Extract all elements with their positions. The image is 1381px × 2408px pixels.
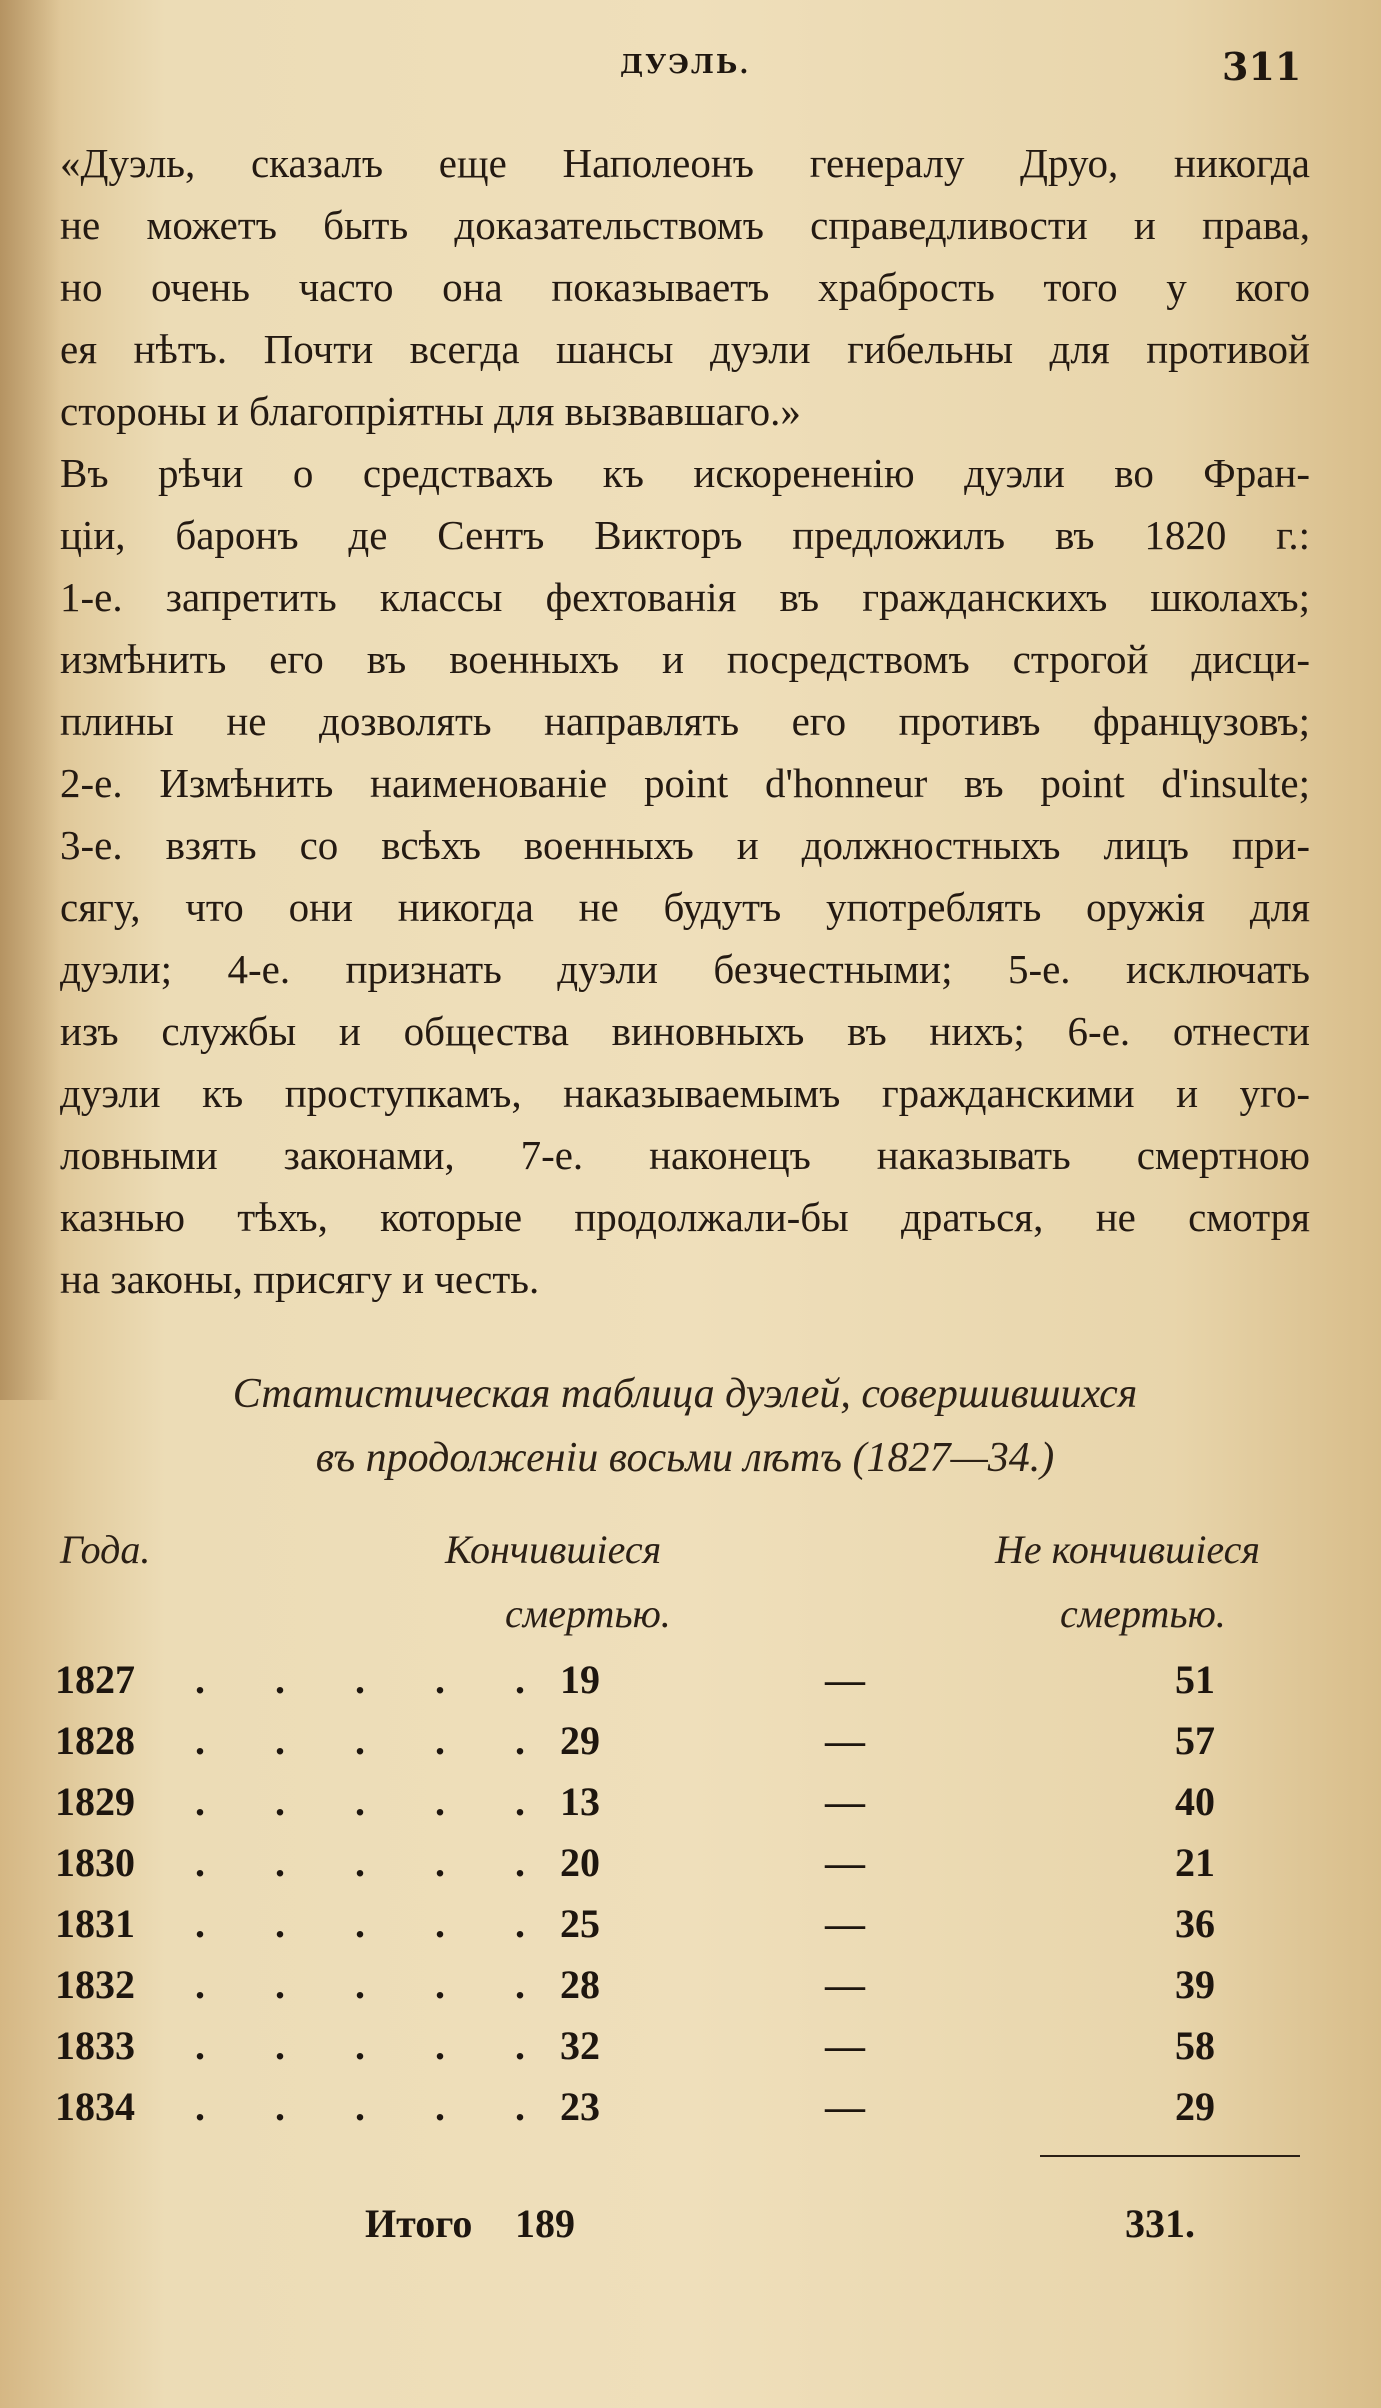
leader-dots: . . . . . bbox=[195, 1840, 555, 1885]
nonfatal-cell: 39 bbox=[1175, 1962, 1215, 2007]
text-line: ея нѣтъ. Почти всегда шансы дуэли гибельны для противой bbox=[60, 326, 1310, 372]
dash: — bbox=[825, 1840, 865, 1885]
leader-dots: . . . . . bbox=[195, 1901, 555, 1946]
fatal-cell: 20 bbox=[560, 1840, 600, 1885]
dash: — bbox=[825, 1901, 865, 1946]
year-cell: 1828 bbox=[55, 1718, 135, 1763]
column-header-nonfatal: Не кончившіеся bbox=[995, 1527, 1260, 1572]
nonfatal-cell: 36 bbox=[1175, 1901, 1215, 1946]
table-row bbox=[55, 2077, 1285, 2137]
table-row bbox=[55, 1833, 1285, 1893]
text-line: плины не дозволять направлять его противъ французовъ; bbox=[60, 698, 1310, 744]
dash: — bbox=[825, 2023, 865, 2068]
column-header-nonfatal-2: смертью. bbox=[1060, 1591, 1226, 1636]
dash: — bbox=[825, 1779, 865, 1824]
table-title-line: Статистическая таблица дуэлей, совершившихся bbox=[232, 1371, 1138, 1417]
column-header-fatal: Кончившіеся bbox=[445, 1527, 662, 1572]
text-line: сягу, что они никогда не будутъ употреблять оружія для bbox=[60, 884, 1310, 930]
text-line: на законы, присягу и честь. bbox=[60, 1256, 540, 1302]
column-header-fatal-2: смертью. bbox=[505, 1591, 671, 1636]
fatal-cell: 32 bbox=[560, 2023, 600, 2068]
total-fatal: 189 bbox=[515, 2201, 575, 2246]
text-line: стороны и благопріятны для вызвавшаго.» bbox=[60, 388, 801, 434]
nonfatal-cell: 29 bbox=[1175, 2084, 1215, 2129]
text-line: 1-е. запретить классы фехтованія въ гражданскихъ школахъ; bbox=[60, 574, 1310, 620]
table-title-line: въ продолженіи восьми лѣтъ (1827—34.) bbox=[315, 1435, 1055, 1481]
table-row bbox=[55, 1650, 1285, 1710]
nonfatal-cell: 51 bbox=[1175, 1657, 1215, 1702]
running-title: ДУЭЛЬ. bbox=[620, 50, 751, 80]
fatal-cell: 19 bbox=[560, 1657, 600, 1702]
total-label: Итого bbox=[365, 2201, 473, 2246]
leader-dots: . . . . . bbox=[195, 1962, 555, 2007]
leader-dots: . . . . . bbox=[195, 2084, 555, 2129]
fatal-cell: 13 bbox=[560, 1779, 600, 1824]
text-line: «Дуэль, сказалъ еще Наполеонъ генералу Друо, никогда bbox=[60, 140, 1310, 186]
text-line: но очень часто она показываетъ храбрость того у кого bbox=[60, 264, 1310, 310]
year-cell: 1827 bbox=[55, 1657, 135, 1702]
leader-dots: . . . . . bbox=[195, 2023, 555, 2068]
dash: — bbox=[825, 1962, 865, 2007]
dash: — bbox=[825, 1657, 865, 1702]
table-row bbox=[55, 1894, 1285, 1954]
table-row bbox=[55, 1955, 1285, 2015]
text-line: дуэли къ проступкамъ, наказываемымъ гражданскими и уго- bbox=[60, 1070, 1310, 1116]
text-line: дуэли; 4-е. признать дуэли безчестными; 5-е. исключать bbox=[60, 946, 1310, 992]
dash: — bbox=[825, 2084, 865, 2129]
fatal-cell: 29 bbox=[560, 1718, 600, 1763]
fatal-cell: 25 bbox=[560, 1901, 600, 1946]
year-cell: 1831 bbox=[55, 1901, 135, 1946]
year-cell: 1833 bbox=[55, 2023, 135, 2068]
nonfatal-cell: 58 bbox=[1175, 2023, 1215, 2068]
text-line: не можетъ быть доказательствомъ справедливости и права, bbox=[60, 202, 1310, 248]
table-title bbox=[60, 1362, 1310, 1490]
nonfatal-cell: 21 bbox=[1175, 1840, 1215, 1885]
text-line: измѣнить его въ военныхъ и посредствомъ строгой дисци- bbox=[60, 636, 1310, 682]
year-cell: 1834 bbox=[55, 2084, 135, 2129]
column-header-year: Года. bbox=[60, 1527, 151, 1572]
nonfatal-cell: 57 bbox=[1175, 1718, 1215, 1763]
total-rule bbox=[1040, 2155, 1300, 2157]
leader-dots: . . . . . bbox=[195, 1779, 555, 1824]
nonfatal-cell: 40 bbox=[1175, 1779, 1215, 1824]
page-number: 311 bbox=[1222, 44, 1302, 89]
year-cell: 1829 bbox=[55, 1779, 135, 1824]
text-line: 2-е. Измѣнить наименованіе point d'honneur въ point d'insulte; bbox=[60, 760, 1310, 806]
text-line: ціи, баронъ де Сентъ Викторъ предложилъ въ 1820 г.: bbox=[60, 512, 1310, 558]
text-line: ловными законами, 7-е. наконецъ наказывать смертною bbox=[60, 1132, 1310, 1178]
year-cell: 1830 bbox=[55, 1840, 135, 1885]
text-line: казнью тѣхъ, которые продолжали-бы драться, не смотря bbox=[60, 1194, 1310, 1240]
text-line: 3-е. взять со всѣхъ военныхъ и должностныхъ лицъ при- bbox=[60, 822, 1310, 868]
body-text bbox=[60, 132, 1310, 1310]
table-row bbox=[55, 1772, 1285, 1832]
leader-dots: . . . . . bbox=[195, 1718, 555, 1763]
fatal-cell: 28 bbox=[560, 1962, 600, 2007]
year-cell: 1832 bbox=[55, 1962, 135, 2007]
dash: — bbox=[825, 1718, 865, 1763]
text-line: Въ рѣчи о средствахъ къ искорененію дуэли во Фран- bbox=[60, 450, 1310, 496]
leader-dots: . . . . . bbox=[195, 1657, 555, 1702]
binding-shadow bbox=[0, 0, 60, 1400]
text-line: изъ службы и общества виновныхъ въ нихъ; 6-е. отнести bbox=[60, 1008, 1310, 1054]
table-row bbox=[55, 2016, 1285, 2076]
table-row bbox=[55, 1711, 1285, 1771]
total-nonfatal: 331. bbox=[1125, 2201, 1195, 2246]
fatal-cell: 23 bbox=[560, 2084, 600, 2129]
